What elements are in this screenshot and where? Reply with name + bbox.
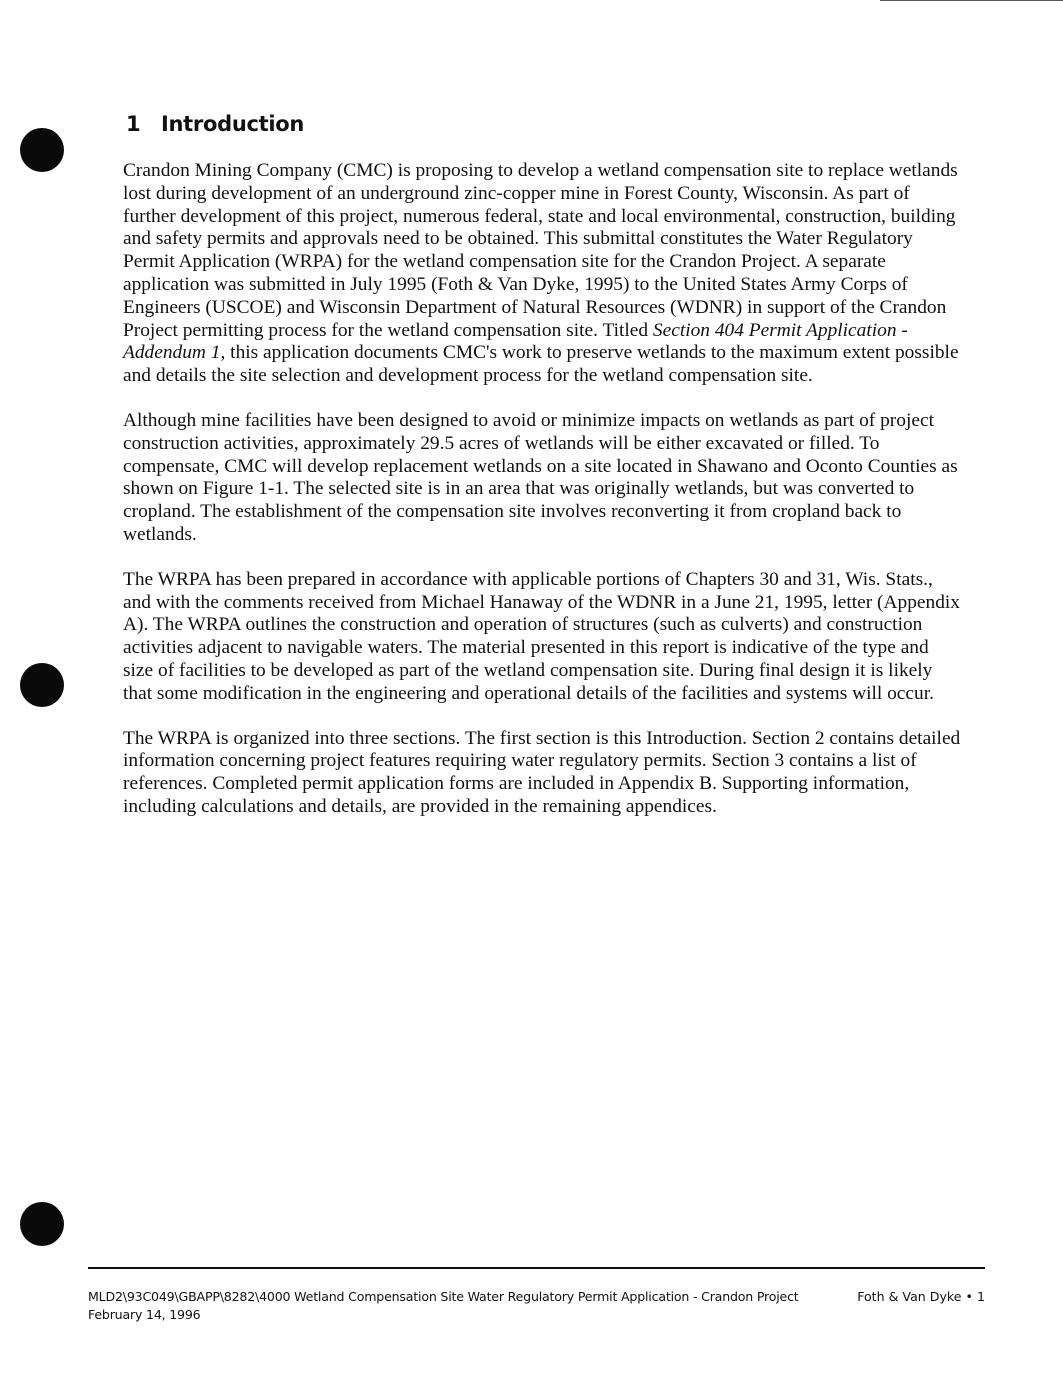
top-edge-rule [880, 0, 1063, 1]
footer-firm: Foth & Van Dyke [857, 1289, 962, 1304]
section-title: Introduction [161, 112, 305, 136]
paragraph-intro-part-b: , this application documents CMC's work to preserve wetlands to the maximum extent possible and details the site selection and development process for the wetland compensation site. [123, 342, 959, 387]
paragraph-wetland-impact: Although mine facilities have been designed to avoid or minimize impacts on wetlands as part of project construction activities, approximately 29.5 acres of wetlands will be either excavated or filled. To compensate, CMC will develop replacement wetlands on a site located in Shawano and Oconto Counties as shown on Figure 1-1. The selected site is in an area that was originally wetlands, but was converted to cropland. The establishment of the compensation site involves reconverting it from cropland back to wetlands. [123, 409, 958, 545]
paragraph-intro-part-a: Crandon Mining Company (CMC) is proposing to develop a wetland compensation site to replace wetlands lost during development of an underground zinc-copper mine in Forest County, Wisconsin. As part of further development of this project, numerous federal, state and local environmental, construction, building and safety permits and approvals need to be obtained. This submittal constitutes the Water Regulatory Permit Application (WRPA) for the wetland compensation site for the Crandon Project. A separate application was submitted in July 1995 (Foth & Van Dyke, 1995) to the United States Army Corps of Engineers (USCOE) and Wisconsin Department of Natural Resources (WDNR) in support of the Crandon Project permitting process for the wetland compensation site. Titled [123, 160, 958, 341]
section-heading [126, 112, 963, 136]
page-number: 1 [976, 1289, 985, 1304]
footer-date: February 14, 1996 [88, 1307, 201, 1322]
footer-bullet: • [965, 1289, 973, 1304]
footer-path-title: MLD2\93C049\GBAPP\8282\4000 Wetland Compensation Site Water Regulatory Permit Application - Crandon Project [88, 1289, 799, 1304]
paragraph-wrpa-organization: The WRPA is organized into three sections. The first section is this Introduction. Section 2 contains detailed information concerning project features requiring water regulatory permits. Section 3 contains a list of references. Completed permit application forms are included in Appendix B. Supporting information, including calculations and details, are provided in the remaining appendices. [123, 727, 961, 817]
punch-hole-middle [20, 663, 64, 707]
section-number: 1 [126, 112, 141, 136]
punch-hole-top [20, 128, 64, 172]
footer-document-info [88, 1288, 799, 1324]
punch-hole-bottom [20, 1202, 64, 1246]
page-body [123, 112, 963, 841]
footer-page-info [857, 1288, 985, 1306]
paragraph-intro [123, 160, 963, 388]
document-title-reference: Section 404 Permit Application - Addendum 1 [123, 319, 908, 364]
footer-rule [88, 1267, 985, 1269]
paragraph-wrpa-preparation: The WRPA has been prepared in accordance with applicable portions of Chapters 30 and 31, Wis. Stats., and with the comments received from Michael Hanaway of the WDNR in a June 21, 1995, letter (Appendix A). The WRPA outlines the construction and operation of structures (such as culverts) and construction activities adjacent to navigable waters. The material presented in this report is indicative of the type and size of facilities to be developed as part of the wetland compensation site. During final design it is likely that some modification in the engineering and operational details of the facilities and systems will occur. [123, 568, 960, 704]
